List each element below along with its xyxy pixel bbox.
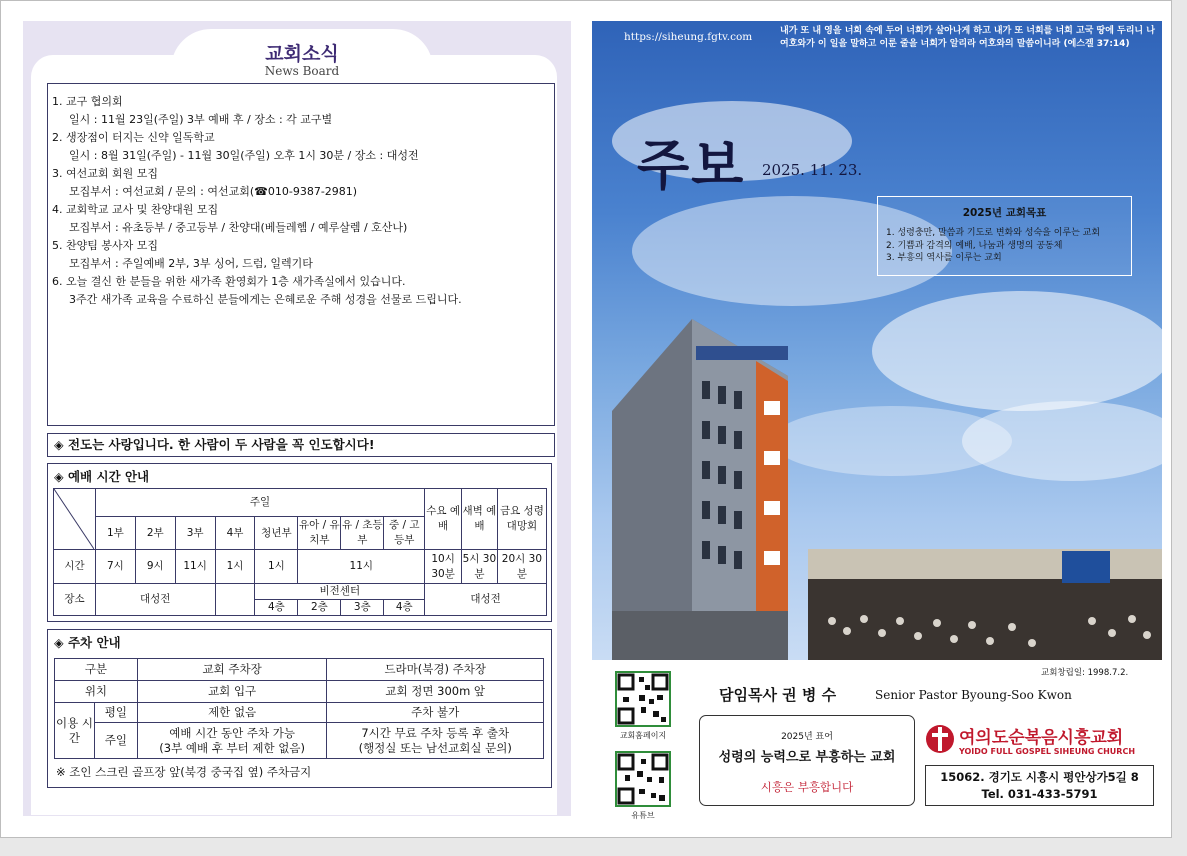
church-name: 여의도순복음시흥교회 <box>959 728 1124 748</box>
qr-code-youtube[interactable] <box>615 751 671 807</box>
place-label: 장소 <box>54 584 96 616</box>
usage-time-label: 이용 시간 <box>55 703 95 759</box>
time-cell: 11시 <box>175 550 215 584</box>
time-cell: 1시 <box>215 550 255 584</box>
news-line: 모집부서 : 주일예배 2부, 3부 싱어, 드럼, 일렉기타 <box>69 257 313 270</box>
children-time-cell: 11시 <box>298 550 425 584</box>
weekday-cell: 주차 불가 <box>327 703 544 723</box>
news-line: 모집부서 : 여선교회 / 문의 : 여선교회(☎010-9387-2981) <box>69 185 358 198</box>
parking-table <box>54 658 544 759</box>
main-place-cell: 대성전 <box>95 584 215 616</box>
floor-cell: 4층 <box>255 600 298 616</box>
bulletin-title: 주보 <box>637 134 746 197</box>
church-logo <box>925 717 1155 763</box>
qr-homepage-label: 교회홈페이지 <box>619 731 667 740</box>
qr-icon <box>617 753 669 805</box>
weekday-label: 평일 <box>94 703 137 723</box>
vision-center-cell: 비전센터 <box>255 584 425 600</box>
diagonal-header-cell <box>54 489 96 550</box>
sunday-header: 주일 <box>95 489 424 517</box>
worship-title: ◈ 예배 시간 안내 <box>54 469 150 484</box>
sunday-church-line: 예배 시간 동안 주차 가능 <box>169 725 295 740</box>
location-cell: 교회 입구 <box>137 681 327 703</box>
news-line: 4. 교회학교 교사 및 찬양대원 모집 <box>52 203 219 216</box>
motto-slogan: 시흥은 부흥합니다 <box>760 780 854 794</box>
worship-schedule <box>47 463 552 622</box>
news-title: 교회소식 <box>265 43 339 65</box>
parking-header: 드라마(북경) 주차장 <box>327 659 544 681</box>
church-url[interactable]: https://siheung.fgtv.com <box>624 31 753 43</box>
news-line: 3. 여선교회 회원 모집 <box>52 167 158 180</box>
address-box <box>925 765 1154 806</box>
time-cell: 1시 <box>255 550 298 584</box>
senior-pastor: 담임목사 권 병 수 <box>719 686 837 704</box>
news-line: 일시 : 8월 31일(주일) - 11월 30일(주일) 오후 1시 30분 / 장소 : 대성전 <box>69 149 419 162</box>
sunday-other-line: (행정실 또는 남선교회실 문의) <box>358 740 512 755</box>
church-address: 15062. 경기도 시흥시 평안상가5길 8 <box>940 770 1139 784</box>
parking-header: 구분 <box>55 659 138 681</box>
parking-title: ◈ 주차 안내 <box>54 635 121 650</box>
goal-item: 3. 부흥의 역사를 이루는 교회 <box>886 253 1002 263</box>
diagonal-line <box>54 489 94 549</box>
wed-header: 수요 예배 <box>425 489 462 550</box>
bulletin-date: 2025. 11. 23. <box>762 161 863 179</box>
qr-youtube-label: 유튜브 <box>631 811 655 820</box>
church-tel: Tel. 031-433-5791 <box>981 787 1098 801</box>
motto-box <box>699 715 915 806</box>
time-label: 시간 <box>54 550 96 584</box>
goal-item: 1. 성령충만, 말씀과 기도로 변화와 성숙을 이루는 교회 <box>886 228 1101 238</box>
news-line: 2. 생장점이 터지는 신약 일독학교 <box>52 131 215 144</box>
sunday-church-cell <box>137 723 327 759</box>
parking-header: 교회 주차장 <box>137 659 327 681</box>
goal-item: 2. 기쁨과 감격의 예배, 나눔과 생명의 공동체 <box>886 240 1063 251</box>
service-header: 유아 / 유치부 <box>298 517 341 550</box>
dawn-time-cell: 5시 30분 <box>462 550 498 584</box>
sunday-other-line: 7시간 무료 주차 등록 후 출차 <box>361 725 510 740</box>
weekday-cell: 제한 없음 <box>137 703 327 723</box>
location-label: 위치 <box>55 681 138 703</box>
news-line: 3주간 새가족 교육을 수료하신 분들에게는 은혜로운 주해 성경을 선물로 드립니다. <box>69 293 462 306</box>
location-cell: 교회 정면 300m 앞 <box>327 681 544 703</box>
time-cell: 9시 <box>135 550 175 584</box>
qr-icon <box>617 673 669 725</box>
service-header: 중 / 고등부 <box>384 517 425 550</box>
news-board <box>47 83 555 426</box>
dawn-header: 새벽 예배 <box>462 489 498 550</box>
floor-cell: 3층 <box>341 600 384 616</box>
news-line: 5. 찬양팀 봉사자 모집 <box>52 239 158 252</box>
service-header: 3부 <box>175 517 215 550</box>
senior-pastor-en: Senior Pastor Byoung-Soo Kwon <box>875 688 1072 702</box>
news-line: 6. 오늘 결신 한 분들을 위한 새가족 환영회가 1층 새가족실에서 있습니다. <box>52 275 406 288</box>
empty-place-cell <box>215 584 255 616</box>
evangelism-banner: ◈ 전도는 사랑입니다. 한 사람이 두 사람을 꼭 인도합시다! <box>47 433 555 457</box>
news-subtitle: News Board <box>264 64 340 78</box>
sunday-church-line: (3부 예배 후 부터 제한 없음) <box>159 740 305 755</box>
cover-illustration <box>592 21 1162 660</box>
motto-year: 2025년 표어 <box>781 732 833 742</box>
scripture-verse: 내가 또 내 영을 너희 속에 두어 너희가 살아나게 하고 내가 또 너희를 너희 고국 땅에 두리니 나 여호와가 이 일을 말하고 이룬 줄을 너희가 알리라 여호와의 말씀이니라 (에스겔 37:14) <box>780 26 1155 49</box>
weekday-place-cell: 대성전 <box>425 584 547 616</box>
qr-code-homepage[interactable] <box>615 671 671 727</box>
floor-cell: 2층 <box>298 600 341 616</box>
fri-header: 금요 성령 대망회 <box>497 489 546 550</box>
service-header: 청년부 <box>255 517 298 550</box>
news-line: 모집부서 : 유초등부 / 중고등부 / 찬양대(베들레헴 / 예루살렘 / 호산나) <box>69 221 408 234</box>
parking-note: ※ 조인 스크린 골프장 앞(북경 중국집 옆) 주차금지 <box>56 765 312 779</box>
sunday-label: 주일 <box>94 723 137 759</box>
parking-info <box>47 629 552 788</box>
fri-time-cell: 20시 30분 <box>497 550 546 584</box>
church-emblem-icon <box>925 719 955 759</box>
service-header: 2부 <box>135 517 175 550</box>
motto-text: 성령의 능력으로 부흥하는 교회 <box>718 750 896 765</box>
service-header: 1부 <box>95 517 135 550</box>
service-header: 유 / 초등부 <box>341 517 384 550</box>
service-header: 4부 <box>215 517 255 550</box>
news-line: 일시 : 11월 23일(주일) 3부 예배 후 / 장소 : 각 교구별 <box>69 113 333 126</box>
wed-time-cell: 10시 30분 <box>425 550 462 584</box>
time-cell: 7시 <box>95 550 135 584</box>
worship-table <box>53 488 547 616</box>
cover-photo <box>592 21 1162 660</box>
founding-date: 교회창립일: 1998.7.2. <box>1041 668 1129 678</box>
sunday-other-cell <box>327 723 544 759</box>
goals-title: 2025년 교회목표 <box>962 207 1047 219</box>
church-goals <box>877 196 1132 276</box>
church-name-en: YOIDO FULL GOSPEL SIHEUNG CHURCH <box>959 747 1136 756</box>
floor-cell: 4층 <box>384 600 425 616</box>
news-line: 1. 교구 협의회 <box>52 95 123 108</box>
